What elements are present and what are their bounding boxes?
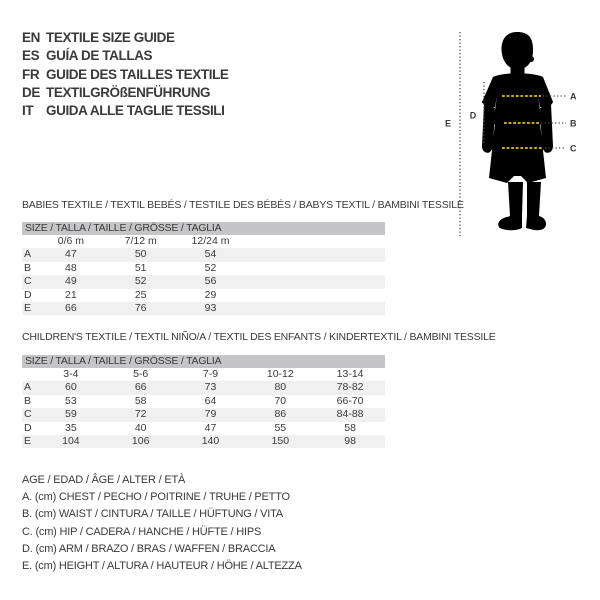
legend-line-age: AGE / EDAD / ÂGE / ALTER / ETÀ	[22, 474, 186, 486]
cell: 66-70	[336, 394, 364, 407]
row-label: E	[24, 434, 32, 447]
table-row	[22, 262, 385, 275]
cell: 52	[134, 275, 147, 288]
legend-line-waist: B. (cm) WAIST / CINTURA / TAILLE / HÜFTUNG / VITA	[22, 508, 283, 521]
cell: 78-82	[336, 381, 364, 394]
language-label: TEXTILE SIZE GUIDE	[46, 30, 175, 45]
cell: 66	[65, 301, 77, 314]
column-header: 12/24 m	[191, 235, 230, 247]
spacer-cell	[315, 275, 385, 288]
spacer-cell	[315, 248, 385, 261]
cell: 140	[201, 434, 220, 447]
language-label: TEXTILGRÖßENFÜHRUNG	[46, 84, 211, 100]
cell: 35	[65, 421, 77, 434]
cell: 84-88	[336, 408, 364, 421]
cell: 80	[274, 381, 287, 394]
children-size-table	[22, 355, 385, 448]
language-row	[22, 84, 229, 102]
language-guide	[22, 29, 229, 120]
cell: 73	[204, 381, 217, 394]
row-label: D	[24, 421, 32, 434]
table-header-bar: SIZE / TALLA / TAILLE / GRÖSSE / TAGLIA	[22, 355, 385, 368]
cell: 64	[204, 394, 217, 407]
column-header: 7/12 m	[124, 235, 157, 247]
spacer-cell	[245, 302, 315, 315]
row-label: A	[24, 248, 32, 261]
language-code: EN	[22, 30, 40, 45]
cell: 54	[204, 248, 217, 261]
children-table-title: CHILDREN'S TEXTILE / TEXTIL NIÑO/A / TEXTIL DES ENFANTS / KINDERTEXTIL / BAMBINI TESSILE	[22, 331, 496, 343]
measure-label-e: E	[444, 118, 452, 129]
cell: 93	[204, 301, 217, 314]
table-row	[22, 408, 385, 421]
cell: 47	[204, 421, 217, 434]
table-header-bar: SIZE / TALLA / TAILLE / GRÖSSE / TAGLIA	[22, 222, 385, 235]
cell: 76	[134, 301, 147, 314]
cell: 72	[134, 408, 147, 421]
cell: 150	[271, 434, 290, 447]
table-row	[22, 381, 385, 394]
row-label: C	[24, 275, 32, 288]
language-label: GUÍA DE TALLAS	[46, 48, 153, 64]
row-label: C	[24, 408, 32, 421]
language-row	[22, 29, 229, 47]
cell: 58	[134, 394, 147, 407]
table-row	[22, 289, 385, 302]
spacer-cell	[22, 235, 36, 248]
column-header: 10-12	[266, 368, 294, 380]
legend-line-chest: A. (cm) CHEST / PECHO / POITRINE / TRUHE / PETTO	[22, 491, 290, 504]
babies-table-title: BABIES TEXTILE / TEXTIL BEBÉS / TESTILE DES BÉBÉS / BABYS TEXTIL / BAMBINI TESSILE	[22, 199, 464, 211]
measure-label-d: D	[469, 110, 477, 121]
column-header: 13-14	[336, 368, 364, 380]
cell: 40	[134, 421, 147, 434]
babies-size-table	[22, 222, 385, 315]
row-label: A	[24, 381, 32, 394]
cell: 50	[134, 248, 147, 261]
cell: 86	[274, 408, 287, 421]
cell: 66	[134, 381, 147, 394]
language-row	[22, 102, 229, 120]
column-header: 7-9	[202, 368, 219, 380]
row-label: D	[24, 288, 32, 301]
cell: 55	[274, 421, 287, 434]
table-row	[22, 302, 385, 315]
child-silhouette-icon	[482, 32, 553, 230]
spacer-cell	[245, 235, 315, 248]
column-header: 5-6	[133, 368, 149, 380]
language-code: DE	[22, 84, 40, 100]
cell: 104	[62, 434, 80, 447]
row-label: E	[24, 301, 32, 314]
cell: 29	[204, 288, 217, 301]
cell: 58	[344, 421, 356, 434]
measure-label-c: C	[570, 143, 577, 154]
cell: 106	[131, 434, 150, 447]
language-label: GUIDE DES TAILLES TEXTILE	[46, 66, 229, 82]
table-column-header-row	[22, 368, 385, 381]
table-row	[22, 248, 385, 261]
table-column-header-row	[22, 235, 385, 248]
cell: 98	[344, 434, 356, 447]
legend-line-arm: D. (cm) ARM / BRAZO / BRAS / WAFFEN / BRACCIA	[22, 542, 276, 555]
spacer-cell	[245, 289, 315, 302]
row-label: B	[24, 394, 32, 407]
spacer-cell	[245, 275, 315, 288]
language-code: FR	[22, 66, 40, 82]
spacer-cell	[315, 262, 385, 275]
measurement-legend	[22, 472, 302, 575]
language-code: ES	[22, 48, 40, 64]
table-row	[22, 435, 385, 448]
cell: 51	[134, 261, 147, 274]
measure-label-b: B	[570, 118, 577, 129]
column-header: 0/6 m	[57, 235, 85, 247]
cell: 79	[204, 408, 217, 421]
language-row	[22, 66, 229, 84]
measure-label-a: A	[570, 91, 577, 102]
cell: 56	[204, 275, 217, 288]
cell: 52	[204, 261, 217, 274]
spacer-cell	[245, 248, 315, 261]
table-row	[22, 422, 385, 435]
cell: 25	[134, 288, 147, 301]
language-code: IT	[22, 103, 34, 119]
language-row	[22, 47, 229, 65]
spacer-cell	[22, 368, 36, 381]
cell: 49	[65, 275, 77, 288]
cell: 59	[65, 408, 77, 421]
cell: 53	[65, 394, 77, 407]
cell: 60	[65, 381, 77, 394]
spacer-cell	[315, 302, 385, 315]
cell: 21	[65, 288, 77, 301]
table-row	[22, 395, 385, 408]
column-header: 3-4	[63, 368, 79, 380]
cell: 47	[65, 248, 77, 261]
spacer-cell	[315, 289, 385, 302]
spacer-cell	[245, 262, 315, 275]
table-row	[22, 275, 385, 288]
language-label: GUIDA ALLE TAGLIE TESSILI	[46, 103, 225, 119]
legend-line-height: E. (cm) HEIGHT / ALTURA / HAUTEUR / HÖHE / ALTEZZA	[22, 559, 302, 572]
cell: 48	[65, 261, 77, 274]
row-label: B	[24, 261, 32, 274]
legend-line-hip: C. (cm) HIP / CADERA / HANCHE / HÜFTE / HIPS	[22, 525, 262, 538]
spacer-cell	[315, 235, 385, 248]
cell: 70	[274, 394, 287, 407]
